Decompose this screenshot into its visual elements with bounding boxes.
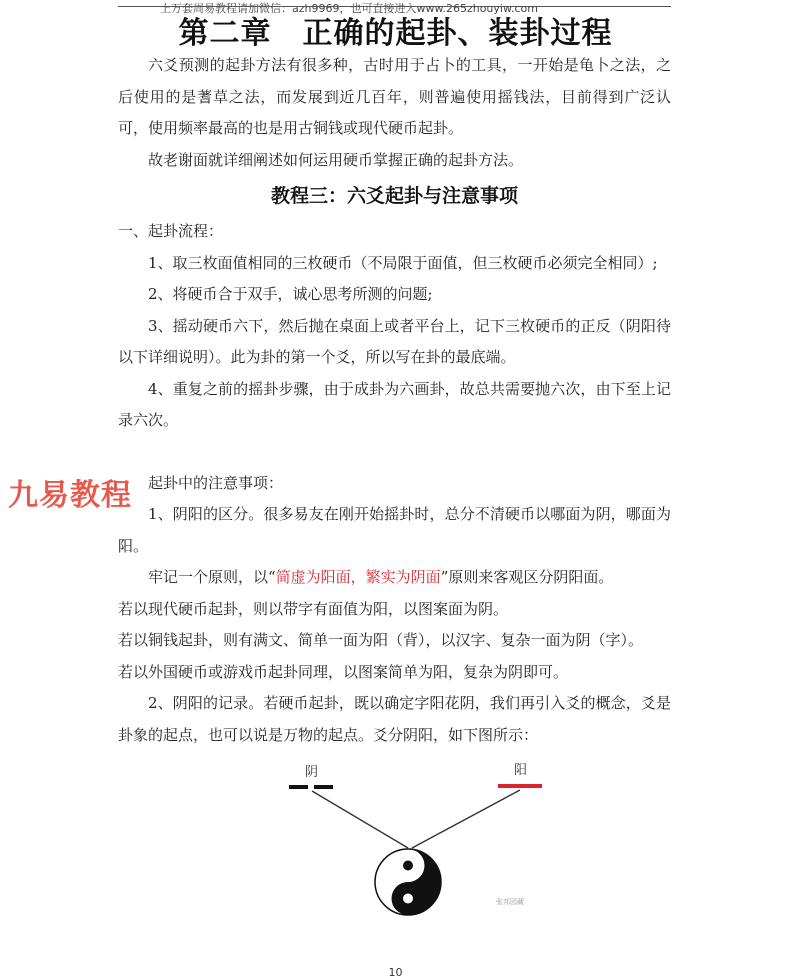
flow-step-4: 4、重复之前的摇卦步骤，由于成卦为六画卦，故总共需要抛六次，由下至上记录六次。 (118, 379, 671, 429)
notes-heading: 起卦中的注意事项： (148, 473, 284, 492)
line-modern-coin: 若以现代硬币起卦，则以带字有面值为阳，以图案面为阴。 (118, 599, 509, 618)
header-note: 上万套周易教程请加微信：azh9969，也可直接进入www.265zhouyiw.com (160, 2, 538, 15)
section-title: 教程三：六爻起卦与注意事项 (270, 185, 518, 207)
yang-label: 阳 (514, 763, 528, 778)
line-foreign-coin: 若以外国硬币或游戏币起卦同理，以图案简单为阳，复杂为阴即可。 (118, 662, 569, 681)
yin-yang-diagram (270, 755, 570, 925)
principle-after: ”原则来客观区分阴阳面。 (440, 568, 614, 586)
yang-line (498, 784, 542, 788)
yin-label: 阴 (305, 765, 319, 780)
yin-line-left (289, 785, 308, 789)
header-rule (118, 6, 671, 7)
spacer (118, 437, 671, 468)
note-item-1: 1、阴阳的区分。很多易友在刚开始摇卦时，总分不清硬币以哪面为阴，哪面为阳。 (118, 505, 671, 555)
note-item-2: 2、阴阳的记录。若硬币起卦，既以确定字阳花阴，我们再引入爻的概念，爻是卦象的起点，也可以说是万物的起点。爻分阴阳，如下图所示： (118, 694, 671, 744)
flow-step-2: 2、将硬币合于双手，诚心思考所测的问题; (148, 285, 433, 303)
flow-step-3: 3、摇动硬币六下，然后抛在桌面上或者平台上，记下三枚硬币的正反（阴阳待以下详细说明）。此为卦的第一个爻，所以写在卦的最底端。 (118, 316, 671, 366)
connector-yang (412, 790, 520, 848)
principle-before: 牢记一个原则，以“ (148, 568, 276, 586)
page-content (118, 50, 671, 751)
intro-paragraph-1: 六爻预测的起卦方法有很多种，古时用于占卜的工具，一开始是龟卜之法，之后使用的是蓍草之法，而发展到近几百年，则普遍使用摇钱法，目前得到广泛认可，使用频率最高的也是用古铜钱或现代硬币起卦。 (118, 56, 671, 137)
intro-paragraph-2: 故老谢面就详细阐述如何运用硬币掌握正确的起卦方法。 (148, 150, 524, 169)
flow-step-1: 1、取三枚面值相同的三枚硬币（不局限于面值，但三枚硬币必须完全相同）; (148, 253, 658, 272)
flow-heading: 一、起卦流程： (118, 222, 224, 240)
page-number: 10 (388, 966, 403, 979)
chapter-title: 第二章 正确的起卦、装卦过程 (178, 16, 613, 51)
small-watermark: 张邦园藏 (496, 898, 524, 906)
line-copper-coin: 若以铜钱起卦，则有满文、简单一面为阳（背），以汉字、复杂一面为阴（字）。 (118, 631, 644, 649)
yin-line-right (314, 785, 333, 789)
principle-highlight: 简虚为阳面，繁实为阴面 (275, 568, 441, 586)
watermark-logo: 九易教程 (8, 478, 132, 513)
principle-line (118, 562, 671, 594)
connector-yin (312, 791, 408, 848)
taiji-icon (375, 849, 441, 915)
